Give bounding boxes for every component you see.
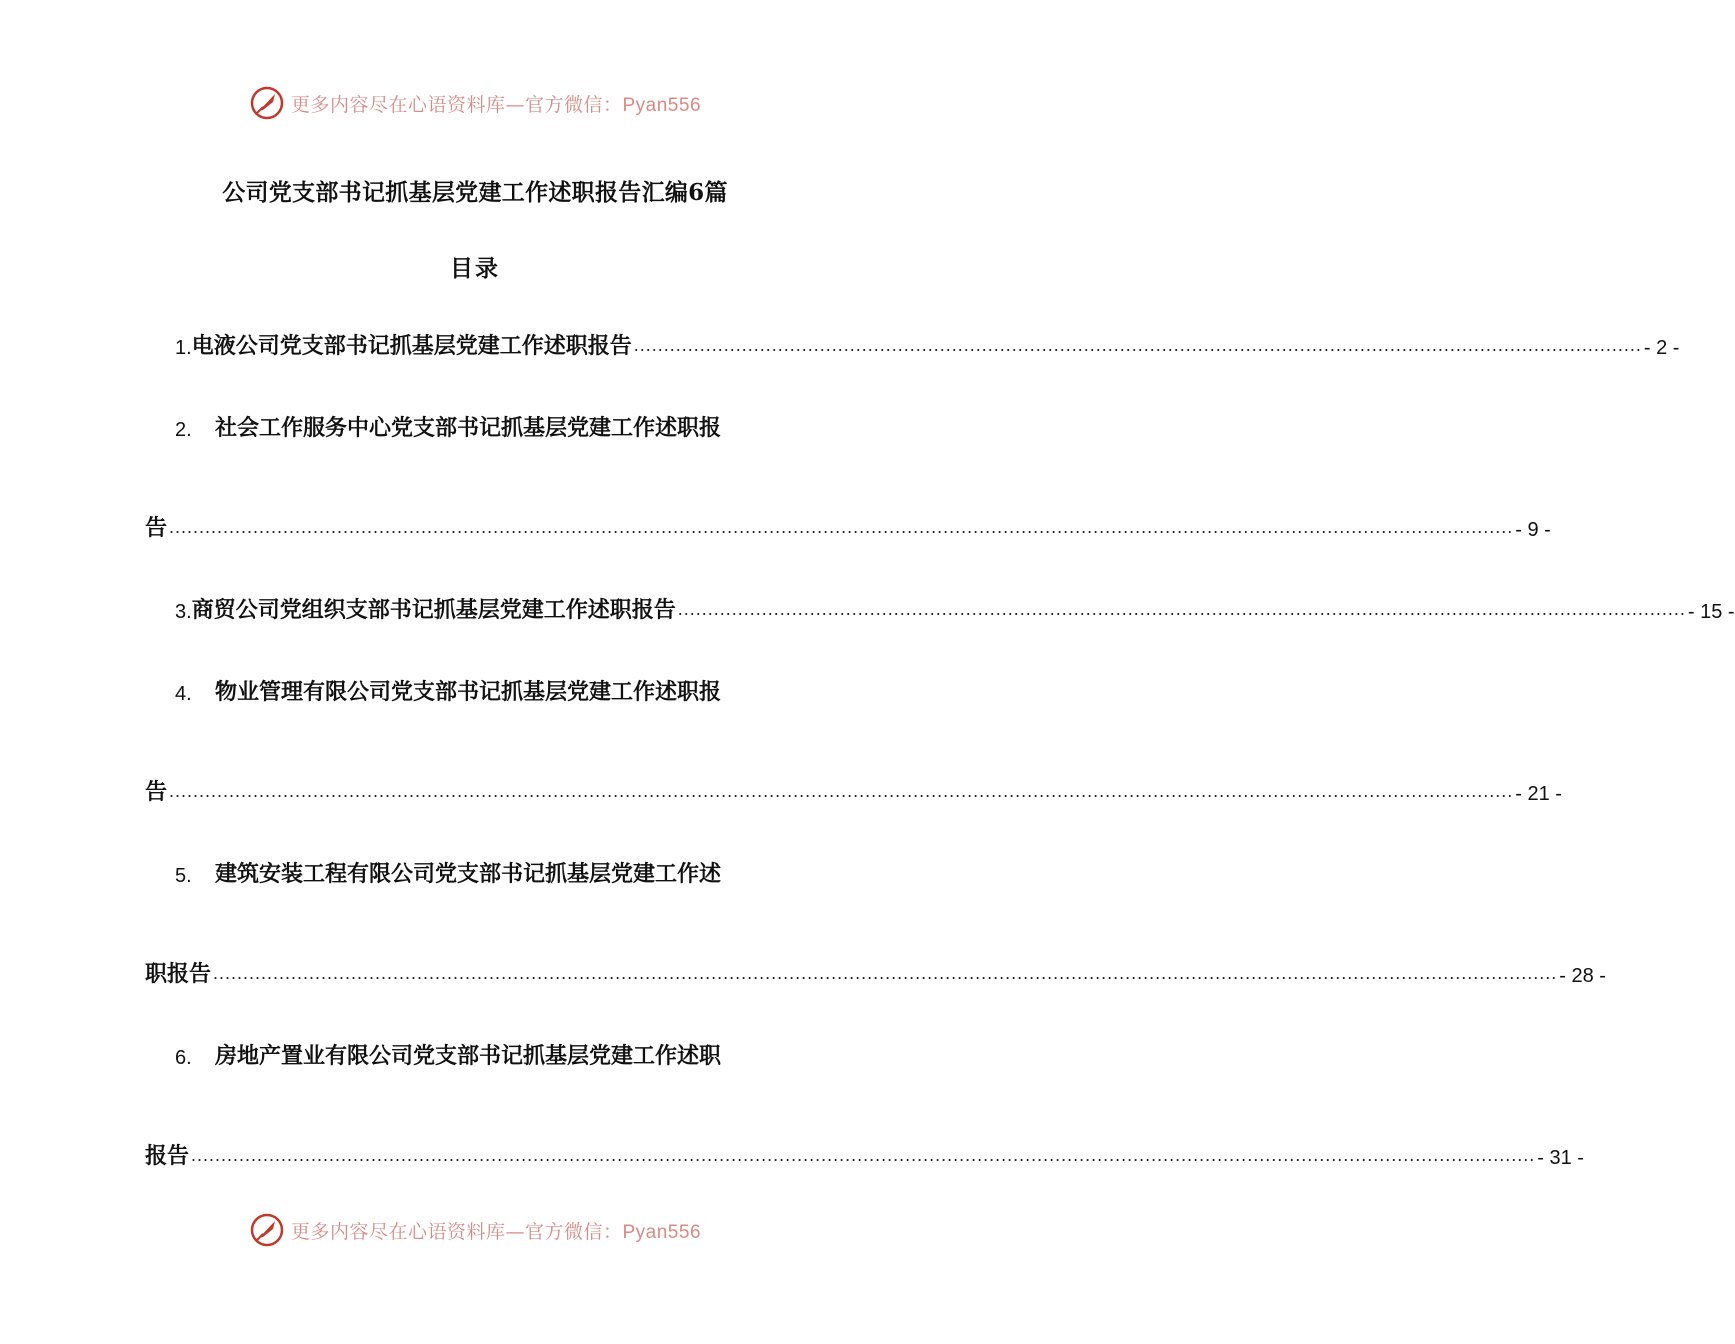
toc-entry-title-continued: 职报告 bbox=[145, 961, 212, 987]
toc-page-number: - 9 - bbox=[1515, 519, 1551, 541]
toc-leader-dots: ........................................................................................................................................................................ bbox=[633, 335, 1642, 355]
toc-entry-title-continued: 告 bbox=[145, 515, 168, 541]
footer-banner-text bbox=[291, 1217, 701, 1244]
toc-entry-title-continued: 报告 bbox=[145, 1143, 190, 1169]
toc-page-number: - 15 - bbox=[1687, 601, 1735, 623]
toc-entry-number: 1. bbox=[175, 337, 192, 359]
toc-leader-dots: ................................................................................................................................................................................................................................ bbox=[169, 781, 1514, 801]
header-banner-wechat: Pyan556 bbox=[622, 94, 702, 116]
toc-page-number: - 2 - bbox=[1643, 337, 1680, 359]
toc-entry-number: 2. bbox=[175, 419, 192, 441]
toc-entry-2-continuation[interactable] bbox=[145, 508, 1551, 542]
toc-entry-number: 5. bbox=[175, 865, 192, 887]
header-banner bbox=[0, 83, 950, 123]
toc-page-number: - 28 - bbox=[1559, 965, 1606, 987]
header-banner-label: 更多内容尽在心语资料库—官方微信： bbox=[290, 93, 623, 116]
toc-entry-3[interactable] bbox=[145, 590, 1735, 624]
toc-entry-5-continuation[interactable] bbox=[145, 954, 1606, 988]
toc-entry-number: 4. bbox=[175, 683, 192, 705]
toc-entry-title: 建筑安装工程有限公司党支部书记抓基层党建工作述 bbox=[215, 861, 722, 887]
header-banner-text bbox=[291, 90, 701, 117]
toc-heading: 目录 bbox=[450, 255, 500, 282]
toc-page-number: - 21 - bbox=[1515, 783, 1562, 805]
toc-entry-title-continued: 告 bbox=[145, 779, 168, 805]
toc-entry-title: 电液公司党支部书记抓基层党建工作述职报告 bbox=[191, 333, 632, 359]
toc-entry-4-continuation[interactable] bbox=[145, 772, 1562, 806]
toc-leader-dots: ................................................................................................................................................................................................................................ bbox=[213, 963, 1558, 983]
quill-logo-icon bbox=[249, 85, 285, 121]
toc-page-number: - 31 - bbox=[1537, 1147, 1584, 1169]
toc-entry-number: 6. bbox=[175, 1047, 192, 1069]
quill-logo-icon bbox=[249, 1212, 285, 1248]
toc-entry-4[interactable] bbox=[145, 672, 858, 706]
toc-entry-title: 社会工作服务中心党支部书记抓基层党建工作述职报 bbox=[215, 415, 722, 441]
toc-entry-2[interactable] bbox=[145, 408, 858, 442]
footer-banner bbox=[0, 1210, 950, 1250]
toc-entry-6[interactable] bbox=[145, 1036, 858, 1070]
toc-leader-dots: ........................................................................................................................................................................ bbox=[677, 599, 1686, 619]
toc-entry-6-continuation[interactable] bbox=[145, 1136, 1584, 1170]
toc-entry-1[interactable] bbox=[145, 326, 1680, 360]
toc-entry-5[interactable] bbox=[145, 854, 858, 888]
toc-leader-dots: ................................................................................................................................................................................................................................ bbox=[169, 517, 1514, 537]
document-title: 公司党支部书记抓基层党建工作述职报告汇编6篇 bbox=[222, 179, 728, 206]
toc-entry-title: 商贸公司党组织支部书记抓基层党建工作述职报告 bbox=[191, 597, 676, 623]
toc-entry-number: 3. bbox=[175, 601, 192, 623]
toc-entry-title: 房地产置业有限公司党支部书记抓基层党建工作述职 bbox=[215, 1043, 722, 1069]
footer-banner-label: 更多内容尽在心语资料库—官方微信： bbox=[290, 1220, 623, 1243]
toc-entry-title: 物业管理有限公司党支部书记抓基层党建工作述职报 bbox=[215, 679, 722, 705]
toc-leader-dots: ................................................................................................................................................................................................................................ bbox=[191, 1145, 1536, 1165]
footer-banner-wechat: Pyan556 bbox=[622, 1221, 702, 1243]
